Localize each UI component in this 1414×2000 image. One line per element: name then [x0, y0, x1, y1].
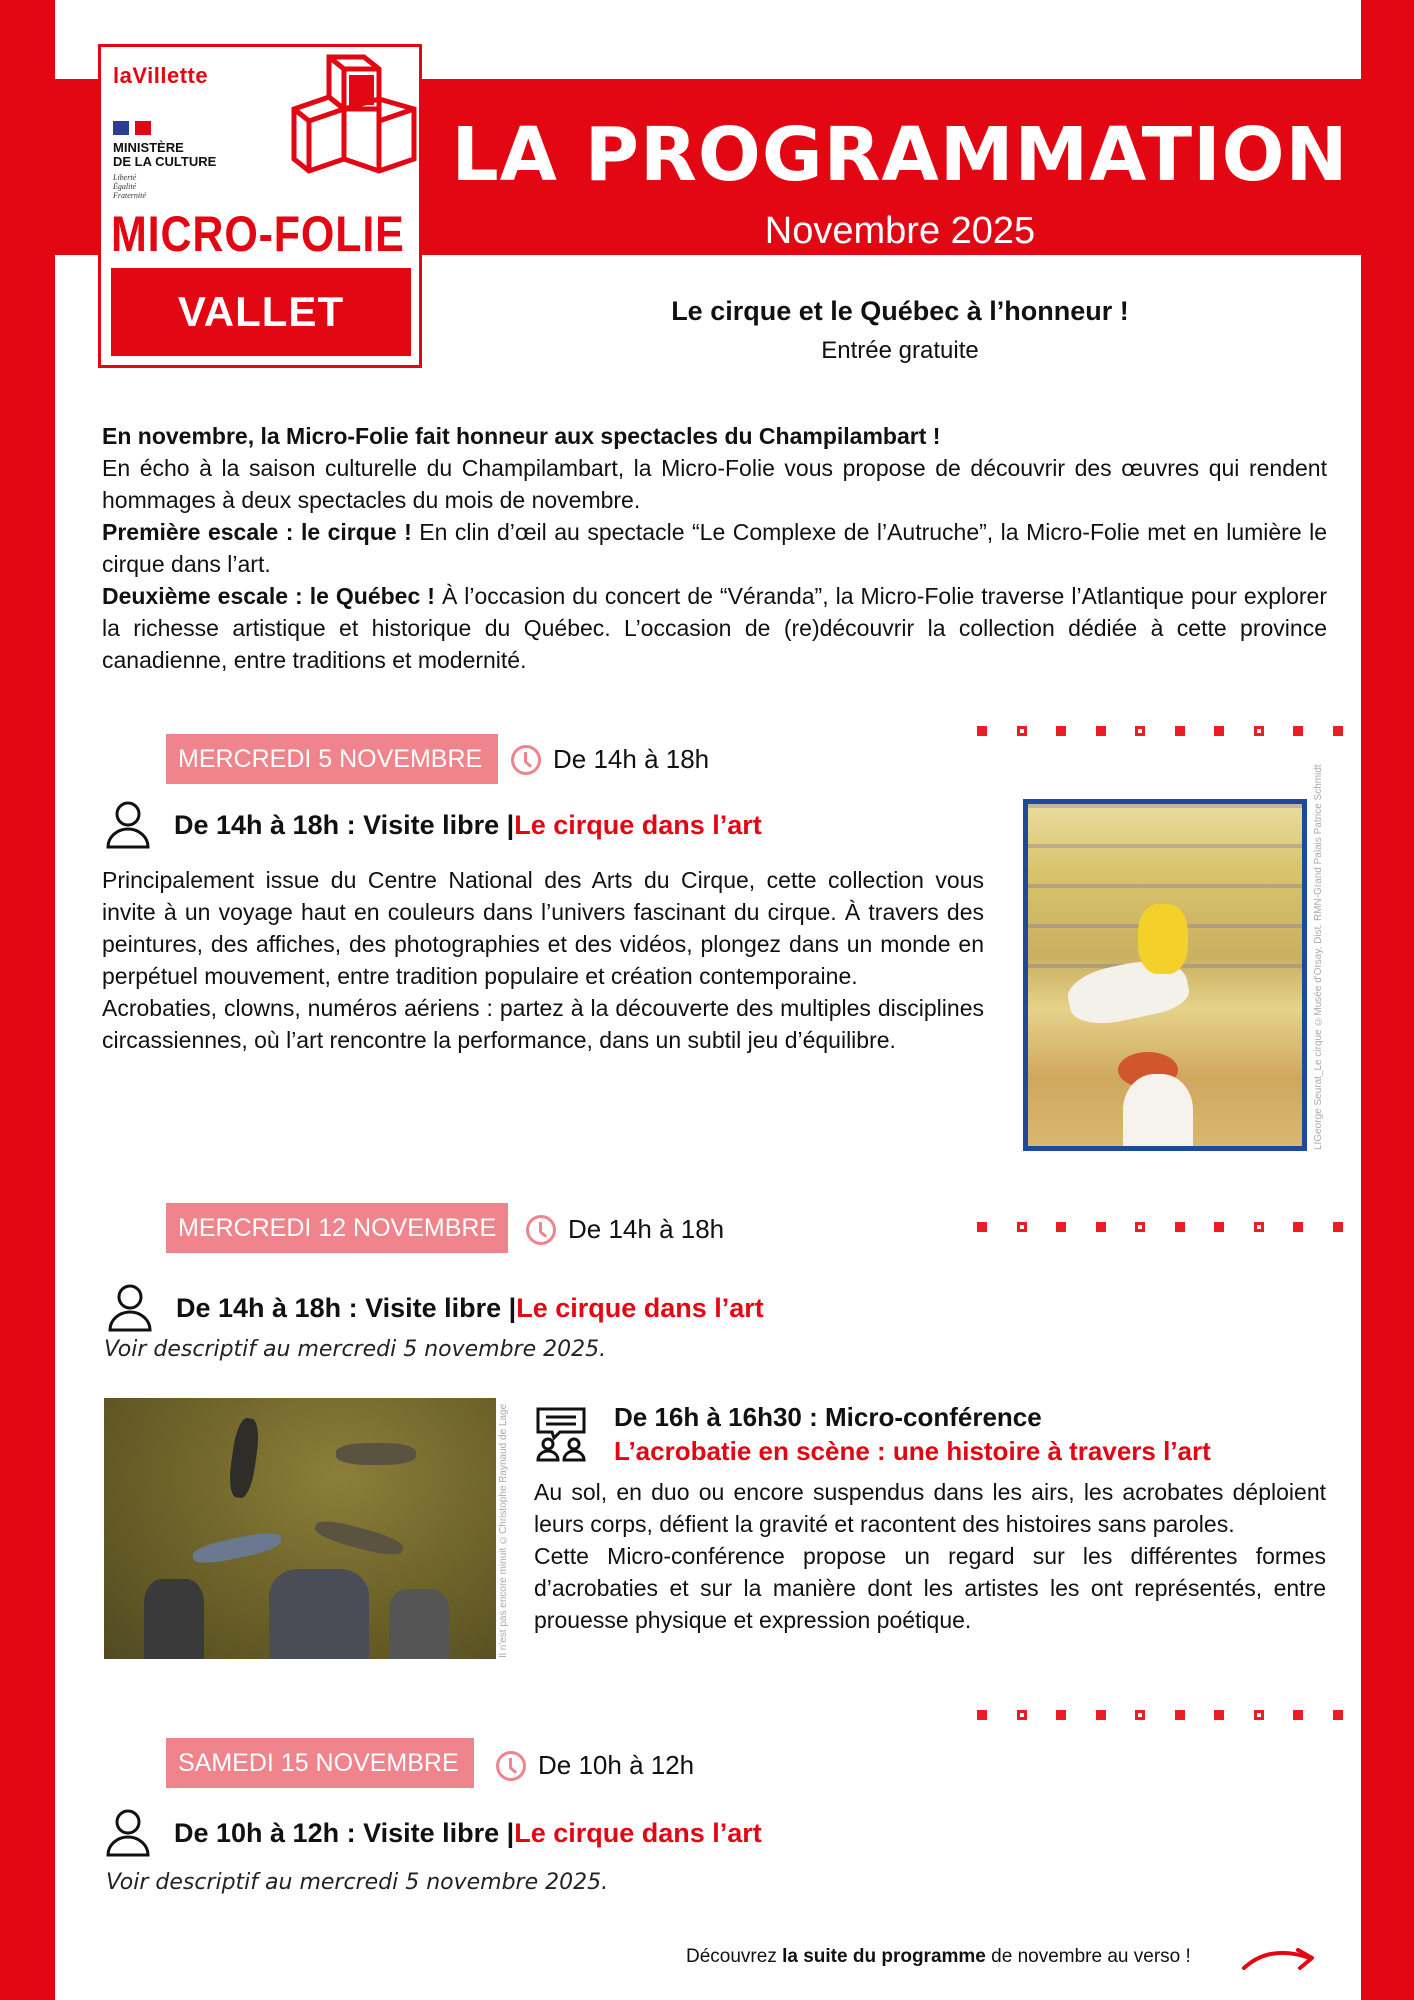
conference-icon: [534, 1406, 590, 1462]
theme-tagline: Le cirque et le Québec à l’honneur !: [671, 296, 1129, 326]
cubes-icon: [289, 49, 419, 179]
seurat-circus-painting: [1023, 799, 1307, 1151]
stop-two-text: À l’occasion du concert de “Véranda”, la Micro-Folie traverse l’Atlantique pour explorer la richesse artistique et historique du Québec. L’occasion de (re)découvrir la collection dédiée à cette province canadienne, entre traditions et modernité.: [102, 583, 1328, 673]
image-credit: Il n'est pas encore minuit ©Christophe Raynaud de Lage: [498, 1403, 509, 1658]
time-row: De 14h à 18h: [526, 1214, 724, 1245]
conference-heading: De 16h à 16h30 : Micro-conférence L’acrobatie en scène : une histoire à travers l’art: [614, 1402, 1211, 1466]
clock-icon: [511, 745, 541, 775]
person-icon: [104, 800, 152, 850]
right-red-border: [1361, 0, 1414, 2000]
date-badge: MERCREDI 5 NOVEMBRE: [166, 734, 498, 784]
see-description-note: Voir descriptif au mercredi 5 novembre 2025.: [106, 1870, 609, 1895]
intro-section: [102, 420, 1327, 676]
date-badge: SAMEDI 15 NOVEMBRE: [166, 1738, 474, 1788]
person-icon: [106, 1283, 154, 1333]
activity-heading: De 14h à 18h : Visite libre | Le cirque dans l’art: [106, 1283, 764, 1333]
intro-lead: En novembre, la Micro-Folie fait honneur aux spectacles du Champilambart !: [102, 423, 941, 449]
marianne-flag-icon: [113, 121, 153, 135]
conference-description: Au sol, en duo ou encore suspendus dans les airs, les acrobates déploient leurs corps, défient la gravité et racontent des histoires sans paroles. Cette Micro-conférence propose un regard sur les différentes formes d’acrobaties et sur la manière dont les artistes les ont représentés, entre prouesse physique et expression poétique.: [534, 1479, 1326, 1633]
date-badge: MERCREDI 12 NOVEMBRE: [166, 1203, 508, 1253]
la-villette-logo: laVillette: [113, 63, 209, 88]
activity-heading: De 14h à 18h : Visite libre | Le cirque dans l’art: [104, 800, 762, 850]
micro-folie-wordmark: MICRO-FOLIE: [111, 206, 405, 262]
ministry-name: MINISTÈRE DE LA CULTURE: [113, 140, 217, 169]
page-subtitle: Novembre 2025: [764, 210, 1036, 252]
person-icon: [104, 1808, 152, 1858]
time-row: De 14h à 18h: [511, 744, 709, 775]
stop-one-label: Première escale : le cirque !: [102, 519, 412, 545]
arrow-right-icon: [1240, 1944, 1320, 1974]
location-wordmark: VALLET: [111, 268, 411, 356]
see-description-note: Voir descriptif au mercredi 5 novembre 2025.: [104, 1337, 607, 1362]
conference-title: L’acrobatie en scène : une histoire à travers l’art: [614, 1436, 1211, 1466]
decorative-dots: [977, 1222, 1372, 1232]
acrobats-photo: [104, 1398, 496, 1659]
time-row: De 10h à 12h: [496, 1750, 694, 1781]
clock-icon: [496, 1751, 526, 1781]
republic-motto: Liberté Égalité Fraternité: [113, 173, 146, 200]
stop-one-text: En clin d’œil au spectacle “Le Complexe de l’Autruche”, la Micro-Folie met en lumière le cirque dans l’art.: [102, 519, 1328, 577]
image-credit: LIGeorge Seurat_Le cirque ©Musée d'Orsay, Dist. RMN-Grand Palais Patrice Schmidt: [1313, 764, 1324, 1150]
page-title: LA PROGRAMMATION: [451, 112, 1349, 198]
intro-paragraph: En écho à la saison culturelle du Champilambart, la Micro-Folie vous propose de découvrir des œuvres qui rendent hommages à deux spectacles du mois de novembre.: [102, 455, 1327, 513]
decorative-dots: [977, 1710, 1372, 1720]
activity-heading: De 10h à 12h : Visite libre | Le cirque dans l’art: [104, 1808, 762, 1858]
micro-folie-logo: [98, 44, 422, 368]
entry-info: Entrée gratuite: [821, 337, 979, 364]
decorative-dots: [977, 726, 1372, 736]
verso-note: Découvrez la suite du programme de novembre au verso !: [686, 1946, 1191, 1967]
event-description: Principalement issue du Centre National des Arts du Cirque, cette collection vous invite à un voyage haut en couleurs dans l’univers fascinant du cirque. À travers des peintures, des affiches, des photographies et des vidéos, plongez dans un monde en perpétuel mouvement, entre tradition populaire et création contemporaine. Acrobaties, clowns, numéros aériens : partez à la découverte des multiples disciplines circassiennes, où l’art rencontre la performance, dans un subtil jeu d’équilibre.: [102, 867, 984, 1053]
stop-two-label: Deuxième escale : le Québec !: [102, 583, 435, 609]
clock-icon: [526, 1215, 556, 1245]
left-red-border: [0, 0, 55, 2000]
